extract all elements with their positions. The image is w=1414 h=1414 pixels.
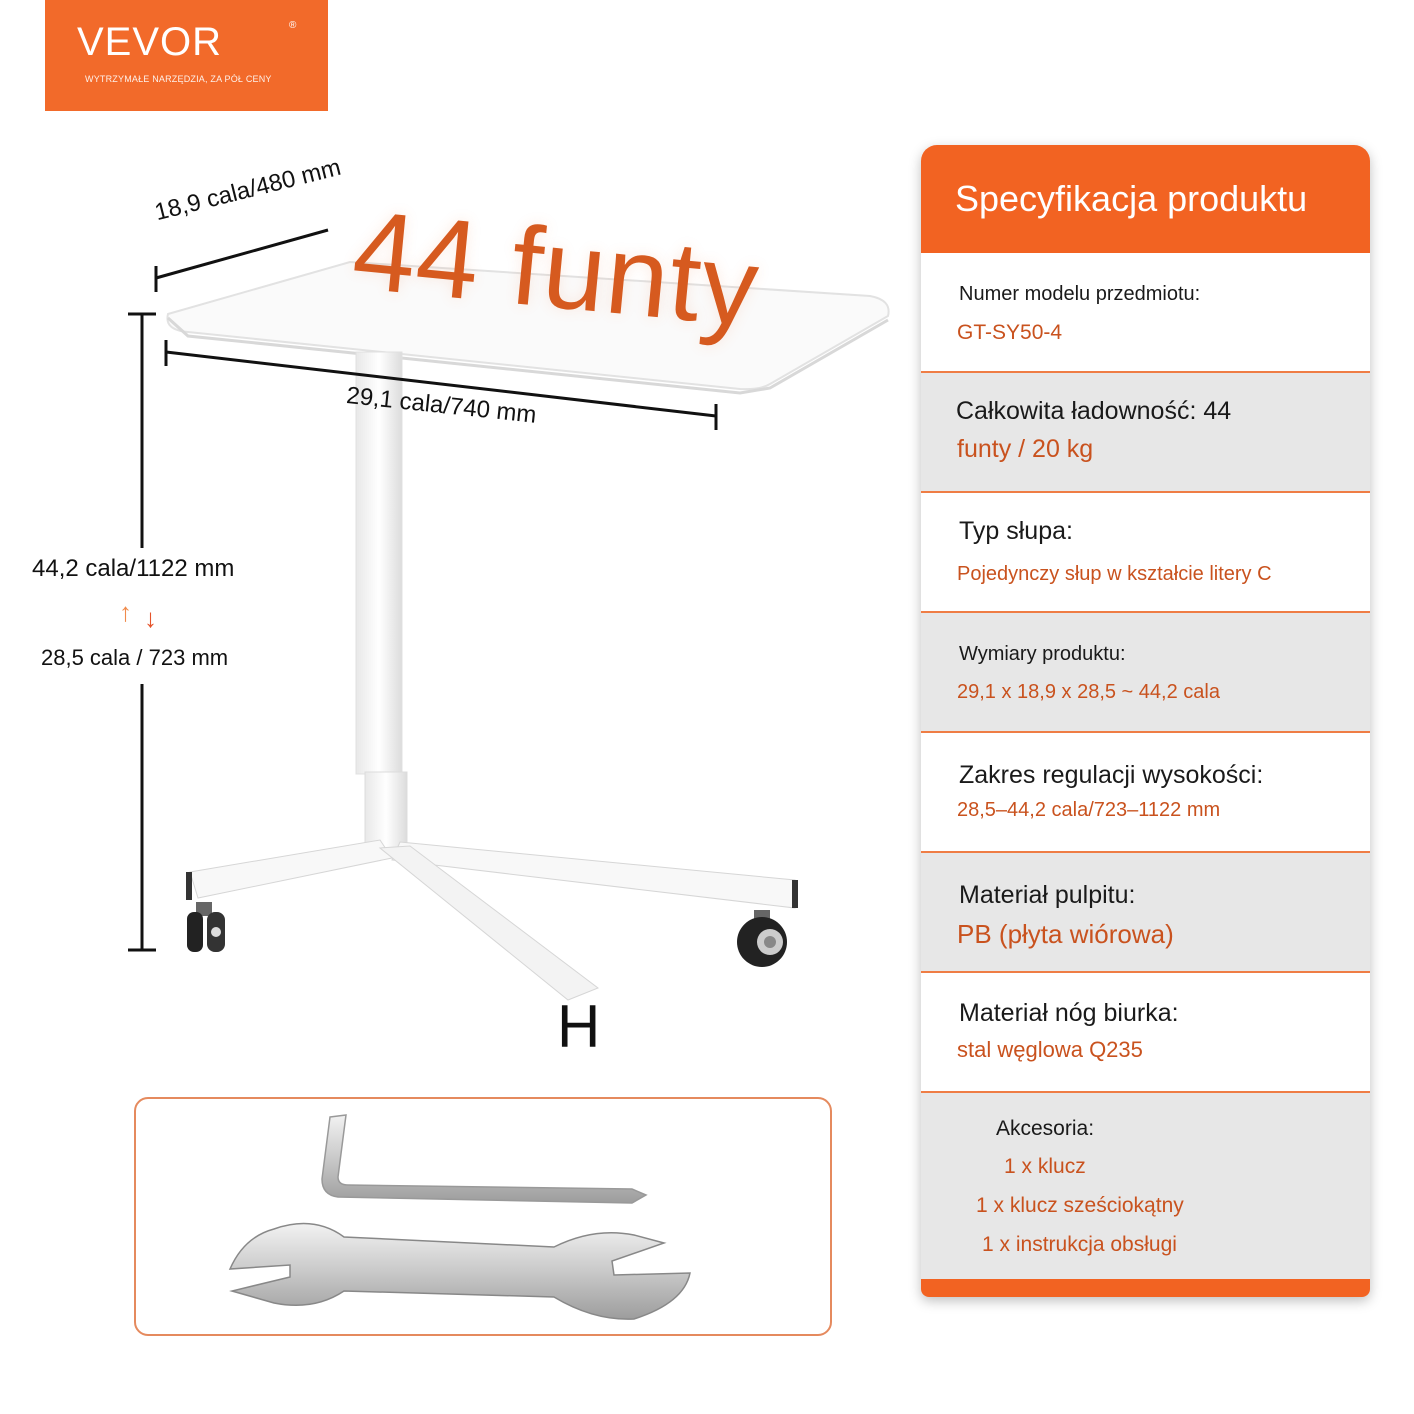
dimensions-label: Wymiary produktu:: [959, 643, 1126, 665]
caster-left: [187, 902, 225, 952]
spec-row-column: [921, 493, 1370, 613]
load-value: funty / 20 kg: [957, 435, 1094, 463]
legs-material-label: Materiał nóg biurka:: [959, 999, 1179, 1027]
arrow-down-icon: ↓: [144, 603, 157, 633]
spec-row-height: [921, 733, 1370, 853]
wrench-icon: [230, 1224, 690, 1320]
spec-row-load: [921, 373, 1370, 493]
logo-registered-mark: ®: [289, 20, 297, 31]
load-label: Całkowita ładowność: 44: [956, 397, 1232, 425]
load-capacity-headline: 44 funty: [347, 186, 765, 351]
spec-row-dimensions: [921, 613, 1370, 733]
logo-name: VEVOR: [77, 20, 223, 64]
accessory-item: 1 x instrukcja obsługi: [982, 1233, 1177, 1256]
model-label: Numer modelu przedmiotu:: [959, 283, 1201, 305]
top-material-value: PB (płyta wiórowa): [957, 919, 1174, 949]
spec-row-legs-material: [921, 973, 1370, 1093]
length-dimension-label: 29,1 cala/740 mm: [345, 382, 538, 429]
hex-key-icon: [322, 1115, 646, 1203]
spec-title: Specyfikacja produktu: [921, 145, 1370, 253]
desk-column-upper: [356, 352, 402, 774]
spec-row-model: [921, 253, 1370, 373]
height-label: Zakres regulacji wysokości:: [959, 761, 1264, 789]
desk-base-left: [190, 840, 392, 898]
accessory-item: 1 x klucz: [1004, 1155, 1086, 1178]
max-height-label: 44,2 cala/1122 mm: [32, 555, 235, 582]
arrow-up-icon: ↑: [119, 597, 132, 627]
dimensions-value: 29,1 x 18,9 x 28,5 ~ 44,2 cala: [957, 681, 1220, 703]
model-value: GT-SY50-4: [957, 321, 1063, 344]
width-dimension-label: 18,9 cala/480 mm: [152, 153, 344, 227]
accessories-box: [134, 1097, 832, 1336]
top-material-label: Materiał pulpitu:: [959, 881, 1136, 909]
spec-row-accessories: [921, 1093, 1370, 1279]
caster-right: [737, 910, 787, 967]
accessories-illustration: [134, 1097, 832, 1336]
height-value: 28,5–44,2 cala/723–1122 mm: [957, 799, 1221, 821]
spec-card: [921, 145, 1370, 1297]
logo-tagline: WYTRZYMAŁE NARZĘDZIA, ZA PÓŁ CENY: [85, 74, 272, 84]
accessories-label: Akcesoria:: [996, 1117, 1095, 1140]
accessory-item: 1 x klucz sześciokątny: [976, 1194, 1184, 1217]
min-height-label: 28,5 cala / 723 mm: [41, 645, 229, 670]
column-label: Typ słupa:: [959, 517, 1073, 545]
spec-row-top-material: [921, 853, 1370, 973]
desk-illustration: [0, 0, 900, 1080]
spec-footer-bar: [921, 1279, 1370, 1297]
base-type-letter: H: [557, 993, 601, 1060]
column-value: Pojedynczy słup w kształcie litery C: [957, 563, 1272, 585]
legs-material-value: stal węglowa Q235: [957, 1037, 1143, 1062]
